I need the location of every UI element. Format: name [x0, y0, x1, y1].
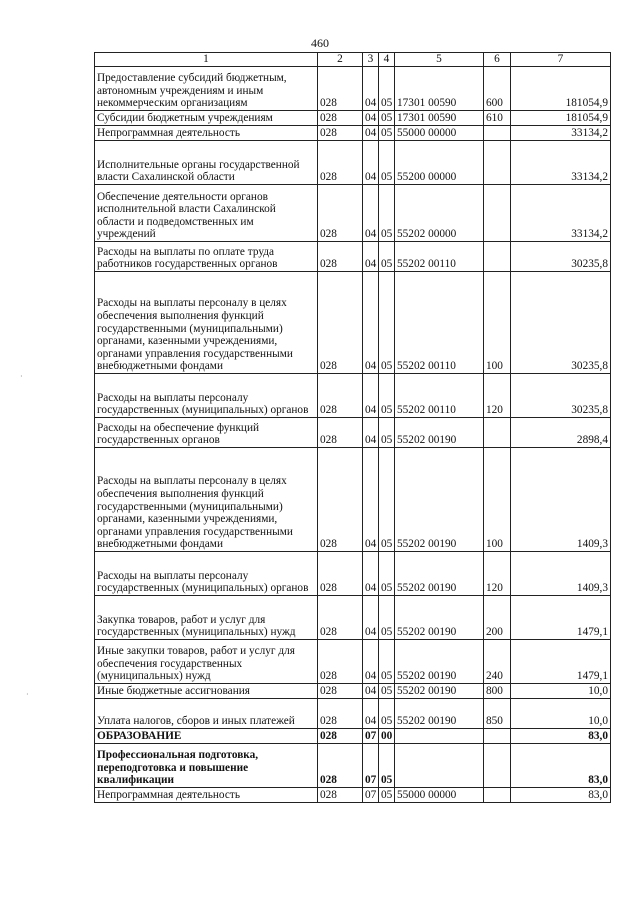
target-article-cell: 55202 00110 — [395, 374, 484, 418]
section-code-cell: 04 — [363, 242, 379, 272]
amount-cell: 83,0 — [511, 744, 611, 788]
ministry-code-cell: 028 — [318, 744, 363, 788]
section-code-cell: 04 — [363, 640, 379, 684]
target-article-cell: 17301 00590 — [395, 67, 484, 111]
target-article-cell: 55202 00190 — [395, 418, 484, 448]
row-name-cell: Иные бюджетные ассигнования — [95, 684, 318, 699]
table-row — [95, 684, 611, 699]
amount-cell: 30235,8 — [511, 272, 611, 374]
row-name-cell: Профессиональная подготовка, переподготовка и повышение квалификации — [95, 744, 318, 788]
table-row — [95, 242, 611, 272]
ministry-code-cell: 028 — [318, 374, 363, 418]
section-code-cell: 04 — [363, 374, 379, 418]
section-code-cell: 04 — [363, 111, 379, 126]
ministry-code-cell: 028 — [318, 684, 363, 699]
ministry-code-cell: 028 — [318, 596, 363, 640]
column-header: 6 — [484, 53, 511, 67]
table-row — [95, 272, 611, 374]
subsection-code-cell: 05 — [379, 699, 395, 729]
row-name-cell: Непрограммная деятельность — [95, 126, 318, 141]
amount-cell: 2898,4 — [511, 418, 611, 448]
row-name-cell: Расходы на выплаты персоналу в целях обеспечения выполнения функций государственными (муниципальными) органами, казенными учреждениями, органами управления государственными внебюджетными фондами — [95, 448, 318, 552]
subsection-code-cell: 05 — [379, 552, 395, 596]
column-header: 2 — [318, 53, 363, 67]
expense-type-cell: 100 — [484, 272, 511, 374]
ministry-code-cell: 028 — [318, 699, 363, 729]
table-header-row — [95, 53, 611, 67]
row-name-cell: Расходы на обеспечение функций государственных органов — [95, 418, 318, 448]
column-header: 1 — [95, 53, 318, 67]
amount-cell: 10,0 — [511, 699, 611, 729]
table-row — [95, 744, 611, 788]
subsection-code-cell: 05 — [379, 640, 395, 684]
ministry-code-cell: 028 — [318, 552, 363, 596]
expense-type-cell — [484, 185, 511, 242]
target-article-cell — [395, 744, 484, 788]
section-code-cell: 04 — [363, 418, 379, 448]
subsection-code-cell: 05 — [379, 185, 395, 242]
ministry-code-cell: 028 — [318, 67, 363, 111]
section-code-cell: 04 — [363, 596, 379, 640]
ministry-code-cell: 028 — [318, 418, 363, 448]
expense-type-cell — [484, 141, 511, 185]
amount-cell: 83,0 — [511, 729, 611, 744]
row-name-cell: Непрограммная деятельность — [95, 788, 318, 803]
subsection-code-cell: 05 — [379, 242, 395, 272]
subsection-code-cell: 05 — [379, 126, 395, 141]
section-code-cell: 04 — [363, 684, 379, 699]
expense-type-cell: 200 — [484, 596, 511, 640]
row-name-cell: Расходы на выплаты персоналу в целях обеспечения выполнения функций государственными (муниципальными) органами, казенными учреждениями, органами управления государственными внебюджетными фондами — [95, 272, 318, 374]
amount-cell: 30235,8 — [511, 242, 611, 272]
subsection-code-cell: 05 — [379, 67, 395, 111]
table-row — [95, 552, 611, 596]
table-row — [95, 126, 611, 141]
target-article-cell: 55202 00190 — [395, 684, 484, 699]
row-name-cell: Субсидии бюджетным учреждениям — [95, 111, 318, 126]
expense-type-cell — [484, 242, 511, 272]
row-name-cell: Предоставление субсидий бюджетным, автономным учреждениям и иным некоммерческим организациям — [95, 67, 318, 111]
target-article-cell: 55202 00110 — [395, 272, 484, 374]
ministry-code-cell: 028 — [318, 141, 363, 185]
ministry-code-cell: 028 — [318, 111, 363, 126]
section-code-cell: 04 — [363, 126, 379, 141]
row-name-cell: Расходы на выплаты по оплате труда работников государственных органов — [95, 242, 318, 272]
column-header: 7 — [511, 53, 611, 67]
table-row — [95, 640, 611, 684]
section-code-cell: 04 — [363, 699, 379, 729]
ministry-code-cell: 028 — [318, 242, 363, 272]
table-row — [95, 596, 611, 640]
amount-cell: 33134,2 — [511, 126, 611, 141]
expense-type-cell: 240 — [484, 640, 511, 684]
section-code-cell: 04 — [363, 67, 379, 111]
table-row — [95, 418, 611, 448]
table-row — [95, 67, 611, 111]
ministry-code-cell: 028 — [318, 185, 363, 242]
table-row — [95, 141, 611, 185]
target-article-cell: 55202 00190 — [395, 640, 484, 684]
row-name-cell: Обеспечение деятельности органов исполнительной власти Сахалинской области и подведомственных им учреждений — [95, 185, 318, 242]
column-header: 5 — [395, 53, 484, 67]
page-number: 460 — [311, 36, 329, 50]
amount-cell: 181054,9 — [511, 111, 611, 126]
expense-type-cell: 600 — [484, 67, 511, 111]
subsection-code-cell: 05 — [379, 111, 395, 126]
expense-type-cell — [484, 418, 511, 448]
subsection-code-cell: 05 — [379, 684, 395, 699]
expense-type-cell: 120 — [484, 374, 511, 418]
target-article-cell: 55202 00190 — [395, 596, 484, 640]
expense-type-cell: 850 — [484, 699, 511, 729]
column-header: 4 — [379, 53, 395, 67]
section-code-cell: 04 — [363, 141, 379, 185]
expense-type-cell — [484, 744, 511, 788]
amount-cell: 30235,8 — [511, 374, 611, 418]
target-article-cell: 55000 00000 — [395, 126, 484, 141]
subsection-code-cell: 05 — [379, 744, 395, 788]
target-article-cell: 55202 00110 — [395, 242, 484, 272]
target-article-cell — [395, 729, 484, 744]
table-row — [95, 111, 611, 126]
target-article-cell: 55202 00190 — [395, 552, 484, 596]
section-code-cell: 04 — [363, 552, 379, 596]
target-article-cell: 17301 00590 — [395, 111, 484, 126]
table-row — [95, 699, 611, 729]
amount-cell: 33134,2 — [511, 185, 611, 242]
scan-speck: · — [26, 690, 29, 699]
subsection-code-cell: 05 — [379, 448, 395, 552]
section-code-cell: 07 — [363, 729, 379, 744]
ministry-code-cell: 028 — [318, 448, 363, 552]
subsection-code-cell: 00 — [379, 729, 395, 744]
target-article-cell: 55202 00000 — [395, 185, 484, 242]
ministry-code-cell: 028 — [318, 788, 363, 803]
subsection-code-cell: 05 — [379, 788, 395, 803]
expense-type-cell — [484, 729, 511, 744]
table-row — [95, 448, 611, 552]
row-name-cell: Уплата налогов, сборов и иных платежей — [95, 699, 318, 729]
scan-speck: · — [20, 372, 23, 381]
target-article-cell: 55202 00190 — [395, 448, 484, 552]
row-name-cell: Расходы на выплаты персоналу государственных (муниципальных) органов — [95, 374, 318, 418]
ministry-code-cell: 028 — [318, 729, 363, 744]
table-row — [95, 788, 611, 803]
subsection-code-cell: 05 — [379, 141, 395, 185]
expense-type-cell — [484, 126, 511, 141]
section-code-cell: 07 — [363, 788, 379, 803]
budget-table — [94, 52, 611, 803]
amount-cell: 10,0 — [511, 684, 611, 699]
expense-type-cell — [484, 788, 511, 803]
amount-cell: 181054,9 — [511, 67, 611, 111]
expense-type-cell: 120 — [484, 552, 511, 596]
subsection-code-cell: 05 — [379, 596, 395, 640]
expense-type-cell: 800 — [484, 684, 511, 699]
row-name-cell: Исполнительные органы государственной власти Сахалинской области — [95, 141, 318, 185]
amount-cell: 1479,1 — [511, 596, 611, 640]
expense-type-cell: 610 — [484, 111, 511, 126]
amount-cell: 33134,2 — [511, 141, 611, 185]
expense-type-cell: 100 — [484, 448, 511, 552]
target-article-cell: 55000 00000 — [395, 788, 484, 803]
amount-cell: 1409,3 — [511, 448, 611, 552]
table-row — [95, 185, 611, 242]
row-name-cell: Закупка товаров, работ и услуг для государственных (муниципальных) нужд — [95, 596, 318, 640]
ministry-code-cell: 028 — [318, 272, 363, 374]
amount-cell: 1409,3 — [511, 552, 611, 596]
row-name-cell: ОБРАЗОВАНИЕ — [95, 729, 318, 744]
subsection-code-cell: 05 — [379, 418, 395, 448]
target-article-cell: 55200 00000 — [395, 141, 484, 185]
amount-cell: 1479,1 — [511, 640, 611, 684]
column-header: 3 — [363, 53, 379, 67]
ministry-code-cell: 028 — [318, 640, 363, 684]
section-code-cell: 04 — [363, 185, 379, 242]
row-name-cell: Иные закупки товаров, работ и услуг для обеспечения государственных (муниципальных) нужд — [95, 640, 318, 684]
ministry-code-cell: 028 — [318, 126, 363, 141]
table-row — [95, 374, 611, 418]
subsection-code-cell: 05 — [379, 272, 395, 374]
subsection-code-cell: 05 — [379, 374, 395, 418]
row-name-cell: Расходы на выплаты персоналу государственных (муниципальных) органов — [95, 552, 318, 596]
section-code-cell: 07 — [363, 744, 379, 788]
target-article-cell: 55202 00190 — [395, 699, 484, 729]
section-code-cell: 04 — [363, 448, 379, 552]
amount-cell: 83,0 — [511, 788, 611, 803]
table-row — [95, 729, 611, 744]
section-code-cell: 04 — [363, 272, 379, 374]
